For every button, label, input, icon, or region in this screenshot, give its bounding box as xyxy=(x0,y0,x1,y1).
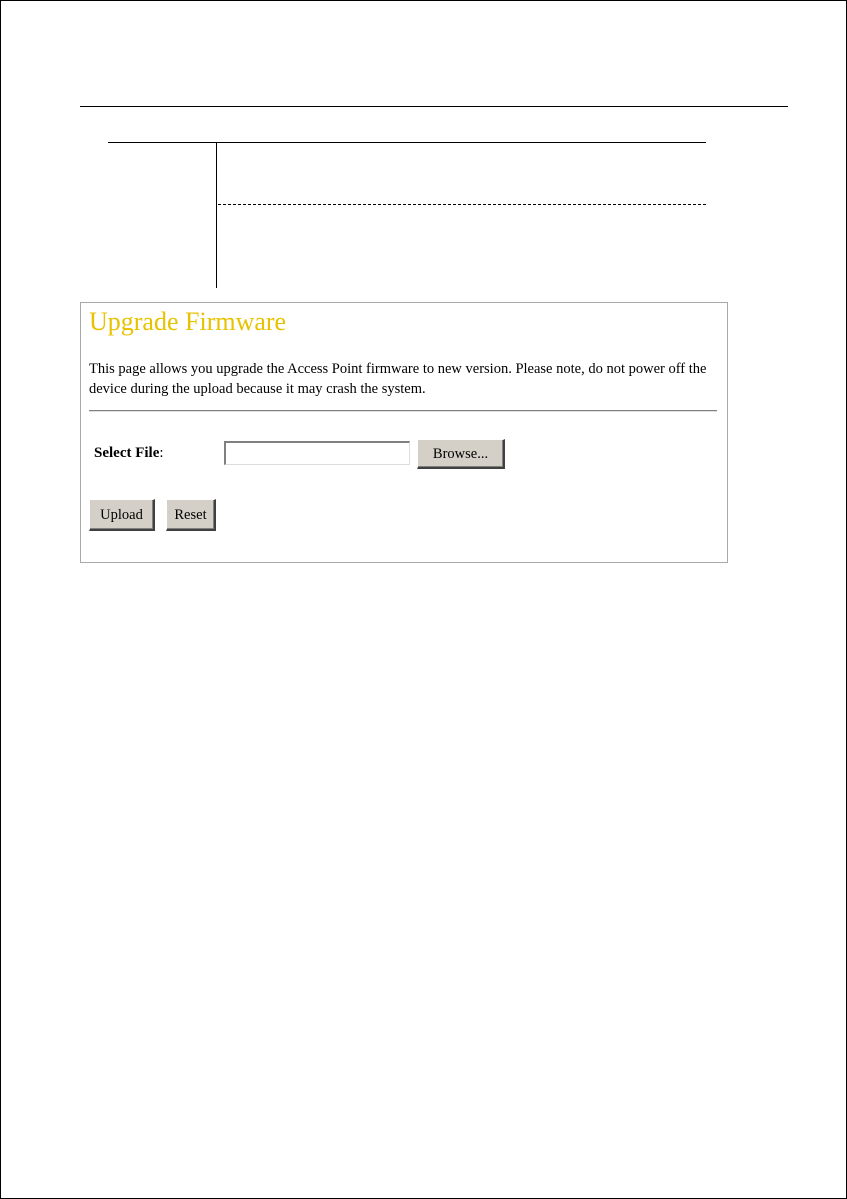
browse-button[interactable]: Browse... xyxy=(417,439,505,469)
upload-button[interactable]: Upload xyxy=(89,499,155,531)
divider xyxy=(89,410,717,412)
reset-button[interactable]: Reset xyxy=(166,499,216,531)
spec-table-dashed-rule xyxy=(218,204,706,205)
spec-table-top-rule xyxy=(108,142,706,143)
spec-table-column-rule xyxy=(216,142,217,288)
select-file-label xyxy=(94,443,164,463)
file-path-input[interactable] xyxy=(224,441,410,465)
header-rule xyxy=(80,106,788,107)
page-title: Upgrade Firmware xyxy=(89,307,287,336)
select-file-label-text: Select File xyxy=(94,445,160,461)
select-file-label-colon: : xyxy=(159,445,164,461)
page-description: This page allows you upgrade the Access Point firmware to new version. Please note, do not power off the device during the upload because it may crash the system. xyxy=(89,361,707,397)
upgrade-firmware-panel xyxy=(80,302,728,563)
spec-table xyxy=(108,142,706,290)
